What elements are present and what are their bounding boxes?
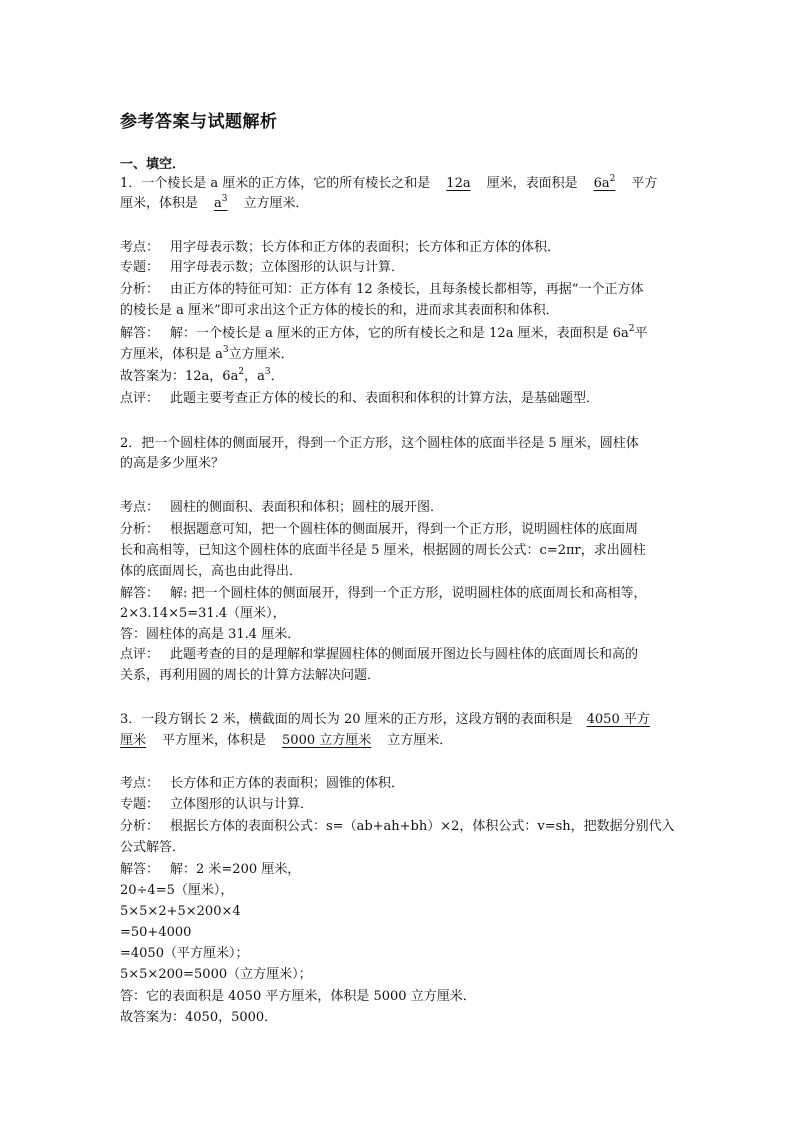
q1-answer-area: $6a^2$ bbox=[593, 174, 616, 191]
q3-question-line1: 3．一段方钢长 2 米，横截面的周长为 20 厘米的正方形，这段方钢的表面积是 4050 平方 bbox=[120, 712, 650, 727]
q1-question-line1: 1．一个棱长是 a 厘米的正方体，它的所有棱长之和是 12a 厘米，表面积是 $6a^2$ 平方 bbox=[120, 174, 680, 194]
q1-question-line2: 厘米，体积是 $a^3$ 立方厘米． bbox=[120, 194, 680, 214]
q2-question-line1: 2．把一个圆柱体的侧面展开，得到一个正方形，这个圆柱体的底面半径是 5 厘米，圆柱体 bbox=[120, 436, 639, 451]
q2-fenxi-1: 分析： 根据题意可知，把一个圆柱体的侧面展开，得到一个正方形，说明圆柱体的底面周 bbox=[120, 522, 639, 537]
q3-answer-area-part2: 厘米 bbox=[120, 733, 147, 748]
section-heading: 一、填空． bbox=[120, 157, 186, 172]
q3-final-answer: 故答案为：4050，5000． bbox=[120, 1010, 278, 1025]
q1-jieda-1: 解答： 解：一个棱长是 a 厘米的正方体，它的所有棱长之和是 12a 厘米，表面积是 $6a^2$平 bbox=[120, 324, 648, 341]
q3-calc-2: 5×5×2+5×200×4 bbox=[120, 904, 241, 919]
q3-fenxi-1: 分析： 根据长方体的表面积公式：s=（ab+ah+bh）×2，体积公式：v=sh，把数据分别代入 bbox=[120, 819, 675, 834]
q3-calc-5: 5×5×200=5000（立方厘米）； bbox=[120, 967, 312, 982]
q1-dianping: 点评： 此题主要考查正方体的棱长的和、表面积和体积的计算方法，是基础题型． bbox=[120, 391, 600, 406]
q2-jieda-1: 解答： 解: 把一个圆柱体的侧面展开，得到一个正方形，说明圆柱体的底面周长和高相等， bbox=[120, 586, 647, 601]
q1-kaodian: 考点： 用字母表示数；长方体和正方体的表面积；长方体和正方体的体积． bbox=[120, 240, 561, 255]
q3-calc-3: =50+4000 bbox=[120, 925, 192, 940]
q1-fenxi-2: 的棱长是 a 厘米”即可求出这个正方体的棱长的和，进而求其表面积和体积． bbox=[120, 303, 559, 318]
q1-answer-volume: $a^3$ bbox=[214, 194, 228, 211]
q2-kaodian: 考点： 圆柱的侧面积、表面积和体积；圆柱的展开图． bbox=[120, 500, 444, 515]
q3-kaodian: 考点： 长方体和正方体的表面积；圆锥的体积． bbox=[120, 776, 405, 791]
q2-fenxi-2: 长和高相等，已知这个圆柱体的底面半径是 5 厘米，根据圆的周长公式：c=2πr，求出圆柱 bbox=[120, 543, 646, 558]
q2-fenxi-3: 体的底面周长，高也由此得出． bbox=[120, 564, 303, 579]
q3-jieda-1: 解答： 解：2 米=200 厘米， bbox=[120, 862, 301, 877]
q3-calc-4: =4050（平方厘米）； bbox=[120, 946, 249, 961]
q2-jieda-3: 答：圆柱体的高是 31.4 厘米． bbox=[120, 627, 301, 642]
q3-answer-area-part1: 4050 平方 bbox=[586, 712, 650, 727]
q3-fenxi-2: 公式解答． bbox=[120, 840, 186, 855]
q1-jieda-2: 方厘米，体积是 $a^3$立方厘米． bbox=[120, 345, 294, 362]
q3-answer-volume: 5000 立方厘米 bbox=[282, 733, 372, 748]
q1-answer-perimeter: 12a bbox=[446, 176, 471, 191]
q3-da: 答：它的表面积是 4050 平方厘米，体积是 5000 立方厘米． bbox=[120, 989, 476, 1004]
page-title: 参考答案与试题解析 bbox=[120, 112, 278, 132]
q2-jieda-2: 2×3.14×5=31.4（厘米）， bbox=[120, 606, 286, 621]
q1-final-answer: 故答案为：12a，$6a^2$，$a^3$． bbox=[120, 367, 284, 384]
q2-dianping-2: 关系，再利用圆的周长的计算方法解决问题． bbox=[120, 668, 381, 683]
q1-zhuanti: 专题： 用字母表示数；立体图形的认识与计算． bbox=[120, 260, 405, 275]
q2-dianping-1: 点评： 此题考查的目的是理解和掌握圆柱体的侧面展开图边长与圆柱体的底面周长和高的 bbox=[120, 647, 639, 662]
q3-zhuanti: 专题： 立体图形的认识与计算． bbox=[120, 797, 314, 812]
q2-question-line2: 的高是多少厘米？ bbox=[120, 456, 225, 471]
q3-calc-1: 20÷4=5（厘米）， bbox=[120, 883, 234, 898]
q1-fenxi-1: 分析： 由正方体的特征可知：正方体有 12 条棱长，且每条棱长都相等，再据“一个正方体 bbox=[120, 282, 644, 297]
q3-question-line2: 厘米 平方厘米，体积是 5000 立方厘米 立方厘米． bbox=[120, 731, 680, 751]
